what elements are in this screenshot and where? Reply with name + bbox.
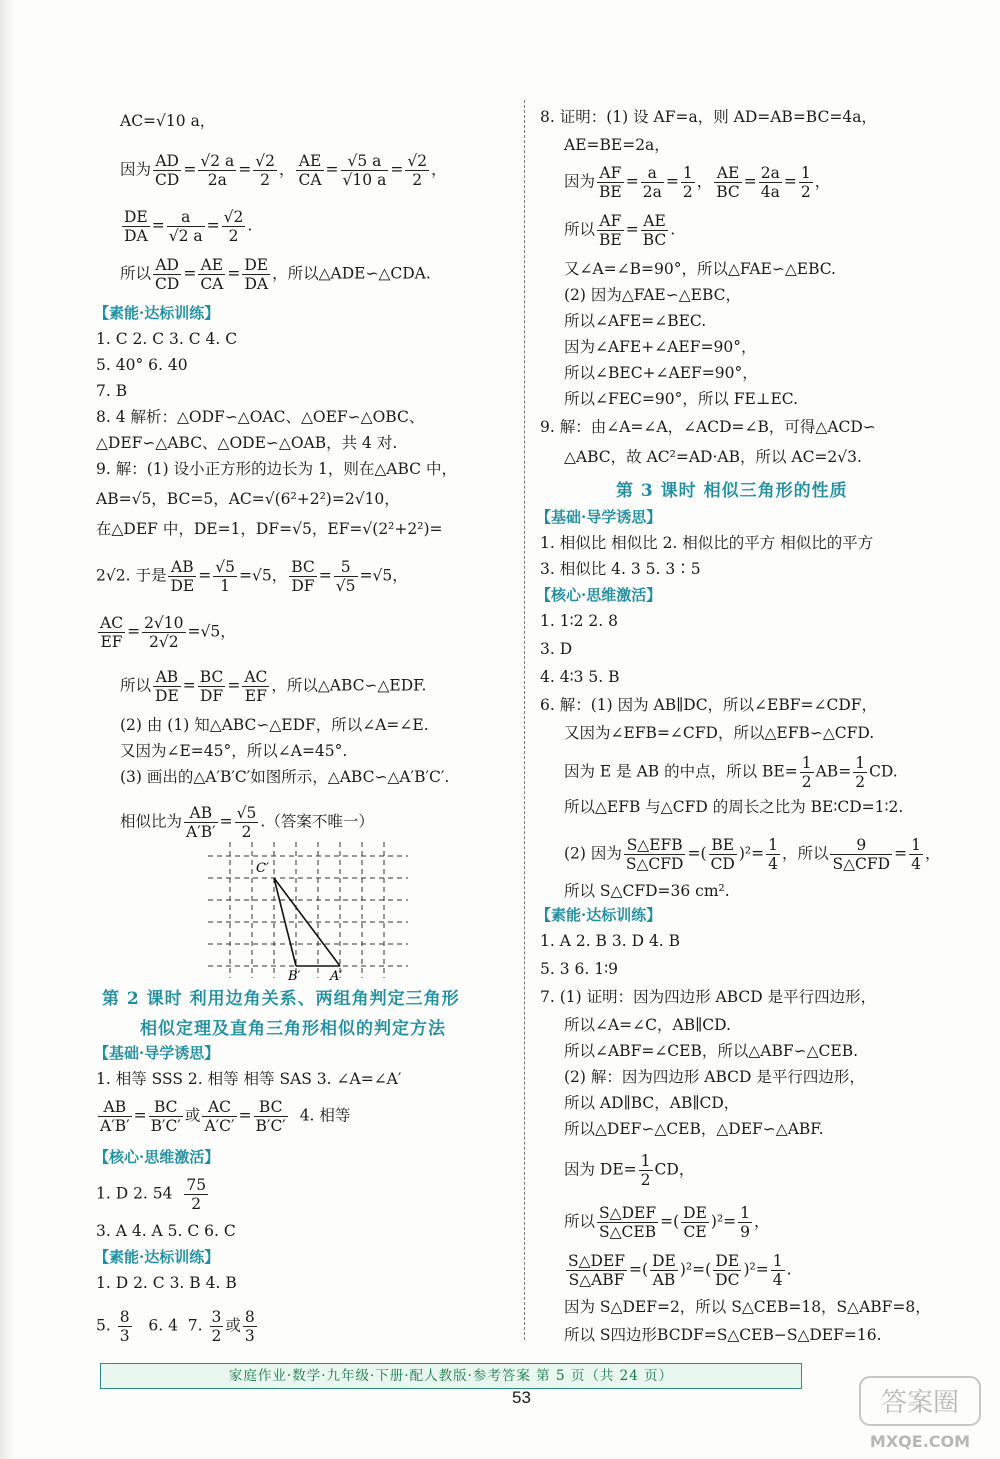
- section-tag: 【基础·导学诱思】: [536, 508, 662, 526]
- answer-line: 1. 相等 SSS 2. 相等 相等 SAS 3. ∠A=∠A′: [96, 1070, 402, 1088]
- text-line: AC=√10 a，: [120, 112, 216, 130]
- lesson-heading: 第 3 课时 相似三角形的性质: [616, 481, 848, 501]
- section-tag: 【素能·达标训练】: [536, 906, 662, 924]
- label-c-prime: C′: [256, 861, 269, 876]
- answer-line: 8. 证明：(1) 设 AF=a，则 AD=AB=BC=4a，: [540, 108, 877, 126]
- answer-line: 9. 解：(1) 设小正方形的边长为 1，则在△ABC 中，: [96, 460, 457, 478]
- answer-line: 所以∠AFE=∠BEC.: [564, 312, 707, 330]
- section-tag: 【核心·思维激活】: [536, 586, 662, 604]
- text-line: 2√2. 于是 $\frac{AB}{DE}$ = $\frac{√5}{1}$ =√5， $\frac{BC}{DF}$ = $\frac{5}{√5}$ =√5，: [96, 558, 408, 595]
- svg-text:MXQE.COM: MXQE.COM: [869, 1432, 971, 1451]
- column-divider: [524, 100, 525, 1340]
- answer-line: 又因为∠EFB=∠CFD，所以△EFB∽△CFD.: [564, 724, 875, 742]
- answer-line: 7. B: [96, 382, 128, 400]
- answer-line: 所以 S△CFD=36 cm².: [564, 882, 730, 900]
- text-line: 因为 $\frac{AF}{BE}$ = $\frac{a}{2a}$ = $\frac{1}{2}$ ， $\frac{AE}{BC}$ = $\frac{2a}{4a}$ = $\frac{1}{2}$ ，: [564, 164, 831, 201]
- text-line: 所以 $\frac{\text{S△DEF}}{\text{S△CEB}}$ =( $\frac{DE}{CE}$ )²= $\frac{1}{9}$ ，: [564, 1204, 770, 1241]
- section-tag: 【素能·达标训练】: [94, 1248, 220, 1266]
- answer-line: 5. 3 6. 1∶9: [540, 960, 618, 978]
- answer-line: 1. D 2. C 3. B 4. B: [96, 1274, 237, 1292]
- answer-line: 所以△DEF∽△CEB，△DEF∽△ABF.: [564, 1120, 824, 1138]
- answer-line: (3) 画出的△A′B′C′如图所示，△ABC∽△A′B′C′.: [120, 768, 450, 786]
- answer-line: △ABC，故 AC²=AD·AB，所以 AC=2√3.: [564, 448, 862, 466]
- answer-line: 所以△EFB 与△CFD 的周长之比为 BE∶CD=1∶2.: [564, 798, 904, 816]
- answer-line: 1. 1∶2 2. 8: [540, 612, 618, 630]
- answer-line: (2) 解：因为四边形 ABCD 是平行四边形，: [564, 1068, 865, 1086]
- lesson-heading: 第 2 课时 利用边角关系、两组角判定三角形: [102, 989, 460, 1009]
- answer-line: 3. D: [540, 640, 573, 658]
- answer-line: 又∠A=∠B=90°，所以△FAE∽△EBC.: [564, 260, 836, 278]
- answer-line: 8. 4 解析：△ODF∽△OAC、△OEF∽△OBC、: [96, 408, 425, 426]
- answer-line: 9. 解：由∠A=∠A，∠ACD=∠B，可得△ACD∽: [540, 418, 876, 436]
- page-edge-shadow: [0, 0, 14, 1459]
- answer-line: 所以∠ABF=∠CEB，所以△ABF∽△CEB.: [564, 1042, 859, 1060]
- footer-banner: 家庭作业·数学·九年级·下册·配人教版·参考答案 第 5 页（共 24 页）: [100, 1363, 802, 1389]
- grid-figure: [208, 842, 408, 980]
- answer-line: 所以∠A=∠C，AB∥CD.: [564, 1016, 731, 1034]
- answer-line: 5. 40° 6. 40: [96, 356, 188, 374]
- svg-text:答案圈: 答案圈: [880, 1388, 960, 1418]
- answer-line: 1. 相似比 相似比 2. 相似比的平方 相似比的平方: [540, 534, 874, 552]
- text-line: 因为 $\frac{AD}{CD}$ = $\frac{√2 a}{2a}$ = $\frac{√2}{2}$ ， $\frac{AE}{CA}$ = $\frac{√5 a}{√10 a}$ = $\frac{√2}{2}$ ，: [120, 152, 447, 189]
- answer-line: △DEF∽△ABC、△ODE∽△OAB，共 4 对.: [96, 434, 398, 452]
- text-line: (2) 因为 $\frac{\text{S△EFB}}{\text{S△CFD}}$ =( $\frac{BE}{CD}$ )²= $\frac{1}{4}$ ，所以 $\frac{9}{\text{S△CFD}}$ = $\frac{1}{4}$ ，: [564, 836, 941, 873]
- answer-line: 因为 S△DEF=2，所以 S△CEB=18，S△ABF=8，: [564, 1298, 931, 1316]
- text-line: 因为 DE= $\frac{1}{2}$ CD，: [564, 1152, 695, 1189]
- answer-line: (2) 因为△FAE∽△EBC，: [564, 286, 741, 304]
- answer-line: 1. A 2. B 3. D 4. B: [540, 932, 681, 950]
- answer-line: AE=BE=2a，: [564, 136, 670, 154]
- section-tag: 【素能·达标训练】: [94, 304, 220, 322]
- answer-line: (2) 由 (1) 知△ABC∽△EDF，所以∠A=∠E.: [120, 716, 429, 734]
- page-number: 53: [512, 1388, 531, 1407]
- section-tag: 【核心·思维激活】: [94, 1148, 220, 1166]
- text-line: $\frac{AC}{EF}$ = $\frac{2√10}{2√2}$ =√5，: [100, 614, 236, 651]
- watermark-logo: [856, 1375, 984, 1455]
- text-line: 1. D 2. 54 $\frac{75}{2}$: [96, 1176, 207, 1213]
- answer-line: 又因为∠E=45°，所以∠A=45°.: [120, 742, 348, 760]
- section-tag: 【基础·导学诱思】: [94, 1044, 220, 1062]
- answer-line: 1. C 2. C 3. C 4. C: [96, 330, 238, 348]
- text-line: 所以 $\frac{AB}{DE}$ = $\frac{BC}{DF}$ = $\frac{AC}{EF}$ ，所以△ABC∽△EDF.: [120, 668, 427, 705]
- answer-line: 因为∠AFE+∠AEF=90°，: [564, 338, 757, 356]
- lesson-heading: 相似定理及直角三角形相似的判定方法: [140, 1019, 446, 1039]
- answer-line: 所以∠FEC=90°，所以 FE⊥EC.: [564, 390, 798, 408]
- text-line: $\frac{DE}{DA}$ = $\frac{a}{√2 a}$ = $\frac{√2}{2}$ .: [124, 208, 253, 245]
- text-line: 5. $\frac{8}{3}$ 6. 4 7. $\frac{3}{2}$ 或 $\frac{8}{3}$: [96, 1308, 255, 1345]
- answer-line: 4. 4∶3 5. B: [540, 668, 620, 686]
- answer-line: 3. A 4. A 5. C 6. C: [96, 1222, 236, 1240]
- text-line: 相似比为 $\frac{AB}{A'B'}$ = $\frac{√5}{2}$ .（答案不唯一）: [120, 804, 374, 841]
- label-a-prime: A′: [330, 969, 343, 980]
- answer-line: AB=√5，BC=5，AC=√(6²+2²)=2√10，: [96, 490, 400, 508]
- text-line: $\frac{\text{S△DEF}}{\text{S△ABF}}$ =( $\frac{DE}{AB}$ )²=( $\frac{DE}{DC}$ )²= $\frac{1}{4}$ .: [568, 1252, 792, 1289]
- answer-line: 所以 AD∥BC，AB∥CD，: [564, 1094, 740, 1112]
- text-line: $\frac{AB}{A'B'}$ = $\frac{BC}{B'C'}$ 或 $\frac{AC}{A'C'}$ = $\frac{BC}{B'C'}$ 4. 相等: [100, 1098, 351, 1135]
- text-line: 因为 E 是 AB 的中点，所以 BE= $\frac{1}{2}$ AB= $\frac{1}{2}$ CD.: [564, 754, 898, 791]
- answer-line: 所以∠BEC+∠AEF=90°，: [564, 364, 758, 382]
- answer-line: 所以 S四边形BCDF=S△CEB−S△DEF=16.: [564, 1326, 882, 1344]
- label-b-prime: B′: [288, 969, 301, 980]
- text-line: 所以 $\frac{AD}{CD}$ = $\frac{AE}{CA}$ = $\frac{DE}{DA}$ ，所以△ADE∽△CDA.: [120, 256, 431, 293]
- answer-line: 3. 相似比 4. 3 5. 3∶5: [540, 560, 701, 578]
- text-line: 所以 $\frac{AF}{BE}$ = $\frac{AE}{BC}$ .: [564, 212, 676, 249]
- answer-line: 在△DEF 中，DE=1，DF=√5，EF=√(2²+2²)=: [96, 520, 443, 538]
- answer-line: 6. 解：(1) 因为 AB∥DC，所以∠EBF=∠CDF，: [540, 696, 878, 714]
- answer-line: 7. (1) 证明：因为四边形 ABCD 是平行四边形，: [540, 988, 877, 1006]
